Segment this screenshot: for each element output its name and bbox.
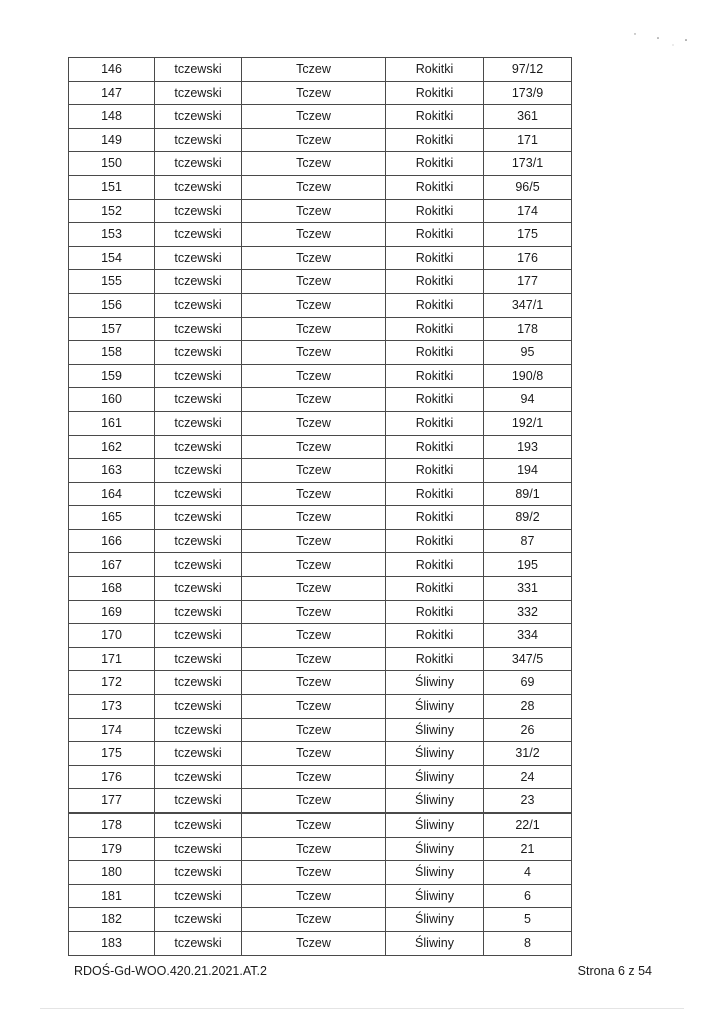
municipality-cell: Tczew xyxy=(242,199,386,223)
county-cell: tczewski xyxy=(155,931,242,955)
county-cell: tczewski xyxy=(155,671,242,695)
parcel-number-cell: 194 xyxy=(484,459,572,483)
municipality-cell: Tczew xyxy=(242,908,386,932)
row-number-cell: 150 xyxy=(69,152,155,176)
municipality-cell: Tczew xyxy=(242,765,386,789)
precinct-cell: Rokitki xyxy=(386,293,484,317)
county-cell: tczewski xyxy=(155,624,242,648)
row-number-cell: 182 xyxy=(69,908,155,932)
precinct-cell: Śliwiny xyxy=(386,837,484,861)
municipality-cell: Tczew xyxy=(242,529,386,553)
precinct-cell: Rokitki xyxy=(386,128,484,152)
precinct-cell: Rokitki xyxy=(386,388,484,412)
county-cell: tczewski xyxy=(155,813,242,837)
parcel-number-cell: 96/5 xyxy=(484,175,572,199)
bottom-divider xyxy=(40,1008,684,1009)
parcel-number-cell: 361 xyxy=(484,105,572,129)
row-number-cell: 148 xyxy=(69,105,155,129)
table-row xyxy=(69,388,572,412)
county-cell: tczewski xyxy=(155,175,242,199)
precinct-cell: Śliwiny xyxy=(386,695,484,719)
parcel-number-cell: 177 xyxy=(484,270,572,294)
precinct-cell: Śliwiny xyxy=(386,765,484,789)
parcel-table-body xyxy=(69,58,572,956)
table-row xyxy=(69,270,572,294)
precinct-cell: Rokitki xyxy=(386,624,484,648)
table-row xyxy=(69,223,572,247)
precinct-cell: Śliwiny xyxy=(386,718,484,742)
row-number-cell: 171 xyxy=(69,647,155,671)
table-row xyxy=(69,577,572,601)
municipality-cell: Tczew xyxy=(242,411,386,435)
county-cell: tczewski xyxy=(155,553,242,577)
table-row xyxy=(69,765,572,789)
table-row xyxy=(69,293,572,317)
row-number-cell: 173 xyxy=(69,695,155,719)
table-row xyxy=(69,861,572,885)
parcel-number-cell: 69 xyxy=(484,671,572,695)
parcel-number-cell: 192/1 xyxy=(484,411,572,435)
county-cell: tczewski xyxy=(155,789,242,813)
municipality-cell: Tczew xyxy=(242,435,386,459)
municipality-cell: Tczew xyxy=(242,647,386,671)
municipality-cell: Tczew xyxy=(242,553,386,577)
county-cell: tczewski xyxy=(155,341,242,365)
table-row xyxy=(69,246,572,270)
table-row xyxy=(69,553,572,577)
parcel-number-cell: 173/1 xyxy=(484,152,572,176)
county-cell: tczewski xyxy=(155,411,242,435)
table-row xyxy=(69,695,572,719)
county-cell: tczewski xyxy=(155,765,242,789)
precinct-cell: Rokitki xyxy=(386,506,484,530)
county-cell: tczewski xyxy=(155,317,242,341)
row-number-cell: 158 xyxy=(69,341,155,365)
county-cell: tczewski xyxy=(155,246,242,270)
row-number-cell: 166 xyxy=(69,529,155,553)
row-number-cell: 176 xyxy=(69,765,155,789)
precinct-cell: Rokitki xyxy=(386,81,484,105)
row-number-cell: 178 xyxy=(69,813,155,837)
parcel-number-cell: 5 xyxy=(484,908,572,932)
table-row xyxy=(69,624,572,648)
row-number-cell: 177 xyxy=(69,789,155,813)
municipality-cell: Tczew xyxy=(242,128,386,152)
precinct-cell: Rokitki xyxy=(386,223,484,247)
table-row xyxy=(69,199,572,223)
precinct-cell: Rokitki xyxy=(386,105,484,129)
precinct-cell: Śliwiny xyxy=(386,671,484,695)
table-row xyxy=(69,647,572,671)
county-cell: tczewski xyxy=(155,884,242,908)
parcel-number-cell: 171 xyxy=(484,128,572,152)
table-row xyxy=(69,341,572,365)
municipality-cell: Tczew xyxy=(242,364,386,388)
precinct-cell: Rokitki xyxy=(386,529,484,553)
municipality-cell: Tczew xyxy=(242,671,386,695)
precinct-cell: Rokitki xyxy=(386,435,484,459)
municipality-cell: Tczew xyxy=(242,58,386,82)
table-row xyxy=(69,435,572,459)
county-cell: tczewski xyxy=(155,837,242,861)
row-number-cell: 181 xyxy=(69,884,155,908)
municipality-cell: Tczew xyxy=(242,837,386,861)
row-number-cell: 169 xyxy=(69,600,155,624)
municipality-cell: Tczew xyxy=(242,600,386,624)
precinct-cell: Śliwiny xyxy=(386,813,484,837)
municipality-cell: Tczew xyxy=(242,223,386,247)
parcel-number-cell: 173/9 xyxy=(484,81,572,105)
precinct-cell: Rokitki xyxy=(386,317,484,341)
row-number-cell: 161 xyxy=(69,411,155,435)
parcel-number-cell: 347/1 xyxy=(484,293,572,317)
parcel-number-cell: 97/12 xyxy=(484,58,572,82)
county-cell: tczewski xyxy=(155,600,242,624)
parcel-number-cell: 89/1 xyxy=(484,482,572,506)
parcel-number-cell: 178 xyxy=(484,317,572,341)
municipality-cell: Tczew xyxy=(242,742,386,766)
county-cell: tczewski xyxy=(155,529,242,553)
municipality-cell: Tczew xyxy=(242,81,386,105)
page-number: Strona 6 z 54 xyxy=(577,964,652,978)
row-number-cell: 179 xyxy=(69,837,155,861)
county-cell: tczewski xyxy=(155,199,242,223)
table-row xyxy=(69,175,572,199)
row-number-cell: 183 xyxy=(69,931,155,955)
parcel-table xyxy=(68,57,572,956)
county-cell: tczewski xyxy=(155,718,242,742)
municipality-cell: Tczew xyxy=(242,459,386,483)
parcel-number-cell: 176 xyxy=(484,246,572,270)
county-cell: tczewski xyxy=(155,105,242,129)
table-row xyxy=(69,884,572,908)
municipality-cell: Tczew xyxy=(242,341,386,365)
parcel-number-cell: 21 xyxy=(484,837,572,861)
county-cell: tczewski xyxy=(155,482,242,506)
county-cell: tczewski xyxy=(155,695,242,719)
municipality-cell: Tczew xyxy=(242,695,386,719)
parcel-number-cell: 193 xyxy=(484,435,572,459)
table-row xyxy=(69,81,572,105)
precinct-cell: Śliwiny xyxy=(386,908,484,932)
table-row xyxy=(69,411,572,435)
parcel-number-cell: 8 xyxy=(484,931,572,955)
municipality-cell: Tczew xyxy=(242,861,386,885)
table-row xyxy=(69,931,572,955)
precinct-cell: Rokitki xyxy=(386,577,484,601)
county-cell: tczewski xyxy=(155,861,242,885)
municipality-cell: Tczew xyxy=(242,884,386,908)
table-row xyxy=(69,152,572,176)
precinct-cell: Rokitki xyxy=(386,647,484,671)
parcel-number-cell: 31/2 xyxy=(484,742,572,766)
county-cell: tczewski xyxy=(155,58,242,82)
municipality-cell: Tczew xyxy=(242,482,386,506)
table-row xyxy=(69,58,572,82)
row-number-cell: 168 xyxy=(69,577,155,601)
precinct-cell: Rokitki xyxy=(386,482,484,506)
table-row xyxy=(69,482,572,506)
table-row xyxy=(69,364,572,388)
table-row xyxy=(69,105,572,129)
county-cell: tczewski xyxy=(155,223,242,247)
county-cell: tczewski xyxy=(155,388,242,412)
municipality-cell: Tczew xyxy=(242,152,386,176)
table-row xyxy=(69,529,572,553)
municipality-cell: Tczew xyxy=(242,813,386,837)
row-number-cell: 156 xyxy=(69,293,155,317)
municipality-cell: Tczew xyxy=(242,624,386,648)
row-number-cell: 180 xyxy=(69,861,155,885)
precinct-cell: Rokitki xyxy=(386,459,484,483)
county-cell: tczewski xyxy=(155,293,242,317)
row-number-cell: 154 xyxy=(69,246,155,270)
precinct-cell: Rokitki xyxy=(386,600,484,624)
precinct-cell: Rokitki xyxy=(386,341,484,365)
county-cell: tczewski xyxy=(155,435,242,459)
precinct-cell: Rokitki xyxy=(386,246,484,270)
table-row xyxy=(69,789,572,813)
row-number-cell: 160 xyxy=(69,388,155,412)
precinct-cell: Rokitki xyxy=(386,270,484,294)
county-cell: tczewski xyxy=(155,128,242,152)
municipality-cell: Tczew xyxy=(242,789,386,813)
row-number-cell: 157 xyxy=(69,317,155,341)
parcel-number-cell: 95 xyxy=(484,341,572,365)
parcel-number-cell: 331 xyxy=(484,577,572,601)
table-row xyxy=(69,718,572,742)
precinct-cell: Śliwiny xyxy=(386,742,484,766)
parcel-number-cell: 89/2 xyxy=(484,506,572,530)
parcel-number-cell: 23 xyxy=(484,789,572,813)
table-row xyxy=(69,671,572,695)
parcel-number-cell: 26 xyxy=(484,718,572,742)
row-number-cell: 162 xyxy=(69,435,155,459)
municipality-cell: Tczew xyxy=(242,246,386,270)
table-row xyxy=(69,459,572,483)
precinct-cell: Rokitki xyxy=(386,364,484,388)
precinct-cell: Rokitki xyxy=(386,58,484,82)
row-number-cell: 165 xyxy=(69,506,155,530)
county-cell: tczewski xyxy=(155,742,242,766)
precinct-cell: Rokitki xyxy=(386,411,484,435)
parcel-number-cell: 347/5 xyxy=(484,647,572,671)
county-cell: tczewski xyxy=(155,270,242,294)
table-row xyxy=(69,317,572,341)
row-number-cell: 167 xyxy=(69,553,155,577)
row-number-cell: 164 xyxy=(69,482,155,506)
table-row xyxy=(69,837,572,861)
precinct-cell: Rokitki xyxy=(386,199,484,223)
row-number-cell: 147 xyxy=(69,81,155,105)
table-row xyxy=(69,128,572,152)
row-number-cell: 170 xyxy=(69,624,155,648)
municipality-cell: Tczew xyxy=(242,105,386,129)
county-cell: tczewski xyxy=(155,908,242,932)
table-row xyxy=(69,506,572,530)
municipality-cell: Tczew xyxy=(242,931,386,955)
precinct-cell: Rokitki xyxy=(386,175,484,199)
county-cell: tczewski xyxy=(155,81,242,105)
municipality-cell: Tczew xyxy=(242,317,386,341)
table-row xyxy=(69,600,572,624)
row-number-cell: 159 xyxy=(69,364,155,388)
precinct-cell: Śliwiny xyxy=(386,789,484,813)
municipality-cell: Tczew xyxy=(242,506,386,530)
precinct-cell: Rokitki xyxy=(386,553,484,577)
precinct-cell: Śliwiny xyxy=(386,931,484,955)
precinct-cell: Śliwiny xyxy=(386,884,484,908)
row-number-cell: 152 xyxy=(69,199,155,223)
county-cell: tczewski xyxy=(155,577,242,601)
parcel-number-cell: 24 xyxy=(484,765,572,789)
table-row xyxy=(69,813,572,837)
parcel-number-cell: 175 xyxy=(484,223,572,247)
row-number-cell: 151 xyxy=(69,175,155,199)
parcel-number-cell: 87 xyxy=(484,529,572,553)
row-number-cell: 146 xyxy=(69,58,155,82)
county-cell: tczewski xyxy=(155,647,242,671)
county-cell: tczewski xyxy=(155,459,242,483)
scan-specks xyxy=(0,0,724,60)
parcel-number-cell: 28 xyxy=(484,695,572,719)
row-number-cell: 175 xyxy=(69,742,155,766)
row-number-cell: 149 xyxy=(69,128,155,152)
parcel-number-cell: 94 xyxy=(484,388,572,412)
parcel-number-cell: 334 xyxy=(484,624,572,648)
county-cell: tczewski xyxy=(155,152,242,176)
parcel-number-cell: 190/8 xyxy=(484,364,572,388)
row-number-cell: 155 xyxy=(69,270,155,294)
county-cell: tczewski xyxy=(155,506,242,530)
municipality-cell: Tczew xyxy=(242,270,386,294)
precinct-cell: Rokitki xyxy=(386,152,484,176)
precinct-cell: Śliwiny xyxy=(386,861,484,885)
row-number-cell: 172 xyxy=(69,671,155,695)
county-cell: tczewski xyxy=(155,364,242,388)
parcel-number-cell: 332 xyxy=(484,600,572,624)
row-number-cell: 174 xyxy=(69,718,155,742)
municipality-cell: Tczew xyxy=(242,577,386,601)
table-row xyxy=(69,908,572,932)
parcel-number-cell: 4 xyxy=(484,861,572,885)
municipality-cell: Tczew xyxy=(242,175,386,199)
parcel-number-cell: 174 xyxy=(484,199,572,223)
parcel-number-cell: 6 xyxy=(484,884,572,908)
municipality-cell: Tczew xyxy=(242,718,386,742)
parcel-number-cell: 195 xyxy=(484,553,572,577)
municipality-cell: Tczew xyxy=(242,388,386,412)
parcel-number-cell: 22/1 xyxy=(484,813,572,837)
table-row xyxy=(69,742,572,766)
municipality-cell: Tczew xyxy=(242,293,386,317)
row-number-cell: 163 xyxy=(69,459,155,483)
row-number-cell: 153 xyxy=(69,223,155,247)
document-reference: RDOŚ-Gd-WOO.420.21.2021.AT.2 xyxy=(74,964,267,978)
